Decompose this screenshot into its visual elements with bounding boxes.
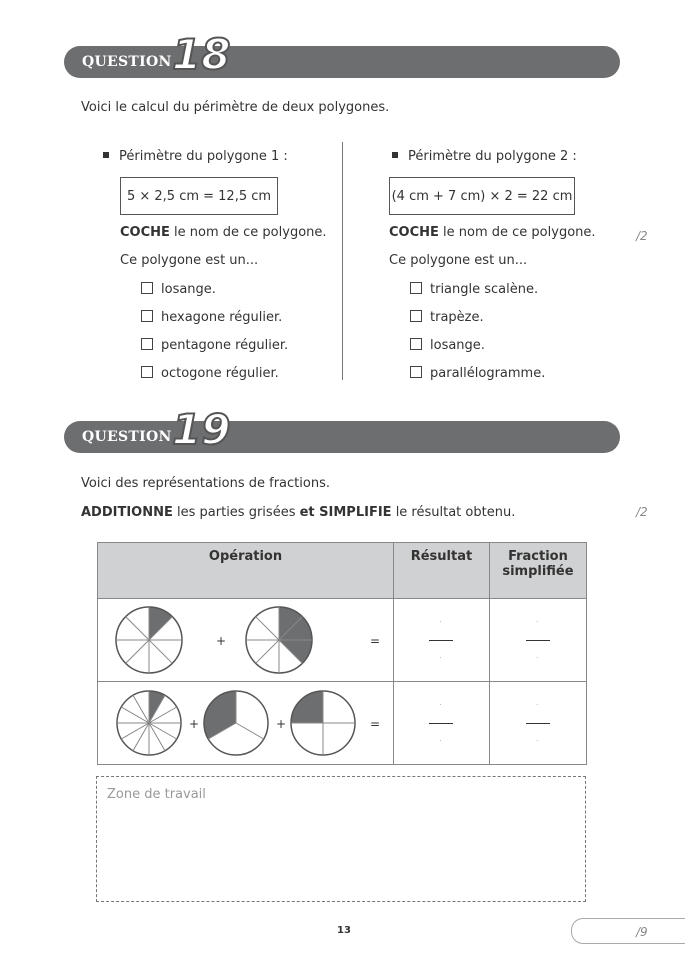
operation-2-drawing [99, 683, 392, 763]
checkbox[interactable] [410, 338, 422, 350]
polygon-2-title: Périmètre du polygone 2 : [392, 149, 577, 164]
polygon-2-option[interactable]: trapèze. [410, 310, 484, 325]
polygon-1-option[interactable]: pentagone régulier. [141, 338, 288, 353]
bullet-icon [103, 152, 109, 158]
q19-instruction: ADDITIONNE les parties grisées et SIMPLIFIE le résultat obtenu. [81, 505, 516, 520]
question-18-header [64, 30, 620, 79]
operation-1-drawing [99, 600, 392, 680]
q18-intro: Voici le calcul du périmètre de deux polygones. [81, 100, 390, 115]
fraction-circle-twelfths [117, 691, 181, 755]
work-zone-label: Zone de travail [107, 787, 206, 802]
checkbox[interactable] [141, 310, 153, 322]
plus-sign: + [276, 717, 287, 731]
page-number: 13 [337, 925, 351, 936]
plus-sign: + [189, 717, 200, 731]
checkbox[interactable] [141, 282, 153, 294]
operation-cell-1 [98, 599, 394, 682]
simplified-cell-2[interactable]: · · [489, 682, 586, 765]
question-label: QUESTION [82, 54, 172, 70]
polygon-1-option[interactable]: hexagone régulier. [141, 310, 282, 325]
polygon-2-instruction: COCHE le nom de ce polygone. [389, 225, 596, 240]
header-simplified: Fraction simplifiée [489, 543, 586, 599]
fraction-circle-thirds [204, 691, 268, 755]
result-cell-2[interactable]: · · [394, 682, 490, 765]
question-label: QUESTION [82, 429, 172, 445]
total-score-box [571, 918, 685, 944]
fraction-table [97, 542, 587, 765]
work-zone[interactable] [96, 776, 586, 902]
polygon-1-instruction: COCHE le nom de ce polygone. [120, 225, 327, 240]
total-score: /9 [636, 925, 648, 939]
bullet-icon [392, 152, 398, 158]
equals-sign: = [370, 717, 381, 731]
polygon-2-option[interactable]: triangle scalène. [410, 282, 538, 297]
polygon-1-question: Ce polygone est un... [120, 253, 259, 268]
polygon-1-option[interactable]: losange. [141, 282, 216, 297]
column-divider [342, 142, 343, 380]
operation-cell-2 [98, 682, 394, 765]
polygon-2-question: Ce polygone est un... [389, 253, 528, 268]
q19-intro: Voici des représentations de fractions. [81, 476, 330, 491]
checkbox[interactable] [410, 310, 422, 322]
fraction-circle-quarters [291, 691, 355, 755]
checkbox[interactable] [410, 366, 422, 378]
polygon-1-title: Périmètre du polygone 1 : [103, 149, 288, 164]
question-19-header [64, 405, 620, 454]
question-number: 19 [172, 405, 231, 454]
q19-score: /2 [636, 505, 648, 519]
equals-sign: = [370, 634, 381, 648]
header-operation: Opération [98, 543, 394, 599]
polygon-2-formula: (4 cm + 7 cm) × 2 = 22 cm [389, 177, 575, 215]
checkbox[interactable] [410, 282, 422, 294]
polygon-2-option[interactable]: parallélogramme. [410, 366, 545, 381]
result-cell-1[interactable]: · · [394, 599, 490, 682]
fraction-circle-eighths [246, 607, 312, 673]
polygon-1-formula: 5 × 2,5 cm = 12,5 cm [120, 177, 278, 215]
checkbox[interactable] [141, 338, 153, 350]
fraction-circle-eighths [116, 607, 182, 673]
plus-sign: + [216, 634, 227, 648]
polygon-1-option[interactable]: octogone régulier. [141, 366, 279, 381]
simplified-cell-1[interactable]: · · [489, 599, 586, 682]
checkbox[interactable] [141, 366, 153, 378]
header-result: Résultat [394, 543, 490, 599]
polygon-2-option[interactable]: losange. [410, 338, 485, 353]
question-number: 18 [172, 30, 231, 79]
q18-score: /2 [636, 229, 648, 243]
